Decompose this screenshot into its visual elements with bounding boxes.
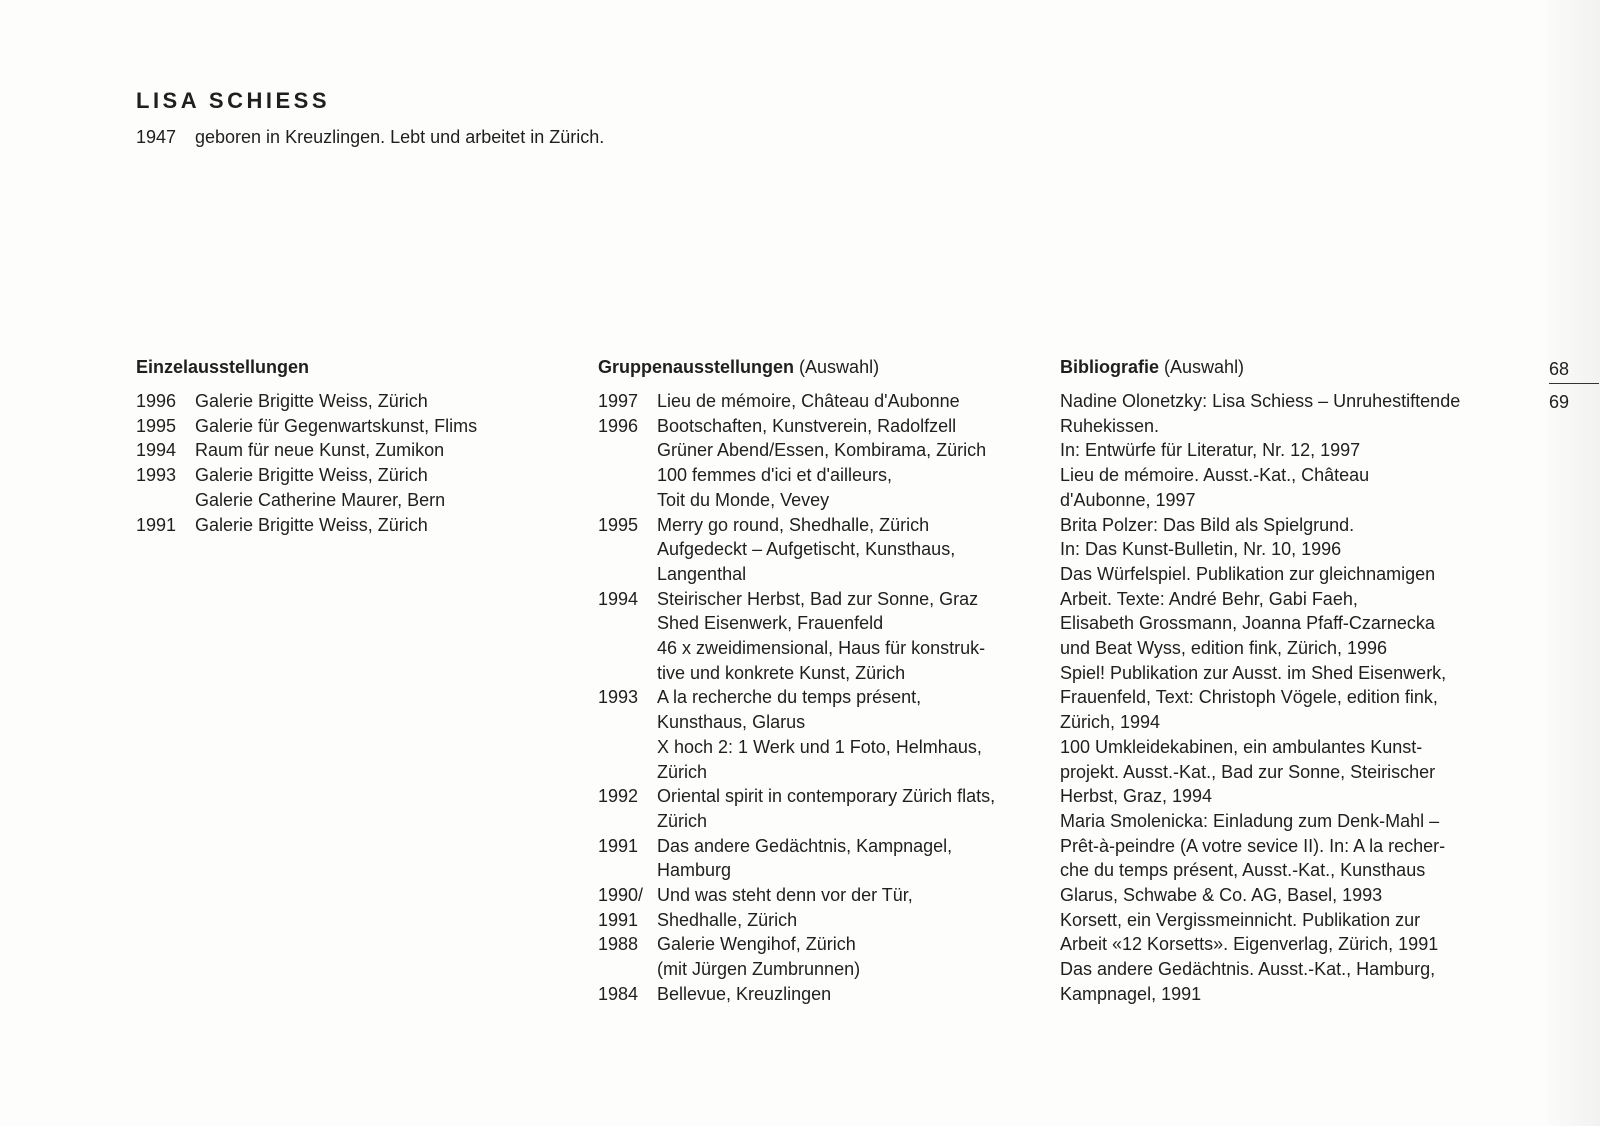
entry-year: 1991: [598, 909, 639, 930]
entry-text: [657, 982, 1038, 1007]
bibliography-line: d'Aubonne, 1997: [1060, 489, 1196, 510]
bibliography-subheading: (Auswahl): [1164, 357, 1245, 377]
list-item: [136, 414, 566, 439]
entry-text: [657, 883, 1038, 908]
solo-list: [136, 389, 566, 537]
bibliography-list: [1060, 389, 1520, 1007]
entry-line: Merry go round, Shedhalle, Zürich: [657, 514, 930, 535]
entry-year: 1993: [136, 465, 177, 486]
bibliography-line: 100 Umkleidekabinen, ein ambulantes Kunst-: [1060, 736, 1423, 757]
list-item: [598, 784, 1038, 833]
bibliography-line: Lieu de mémoire. Ausst.-Kat., Château: [1060, 465, 1370, 486]
group-exhibitions: [598, 355, 1038, 1007]
list-item: [598, 834, 1038, 883]
list-item: [598, 908, 1038, 933]
list-item: [136, 438, 566, 463]
bibliography-line: Das Würfelspiel. Publikation zur gleichnamigen: [1060, 563, 1436, 584]
entry-line: Raum für neue Kunst, Zumikon: [195, 440, 445, 461]
entry-line: Shedhalle, Zürich: [657, 909, 798, 930]
artist-name: LISA SCHIESS: [136, 88, 330, 113]
entry-line: Kunsthaus, Glarus: [657, 712, 806, 733]
bibliography-line: Maria Smolenicka: Einladung zum Denk-Mahl –: [1060, 810, 1440, 831]
bibliography-line: Korsett, ein Vergissmeinnicht. Publikation zur: [1060, 909, 1421, 930]
entry-text: [657, 908, 1038, 933]
bibliography-line: Das andere Gedächtnis. Ausst.-Kat., Hamburg,: [1060, 959, 1436, 980]
bibliography-line: projekt. Ausst.-Kat., Bad zur Sonne, Steirischer: [1060, 761, 1436, 782]
entry-line: (mit Jürgen Zumbrunnen): [657, 959, 861, 980]
entry-line: Galerie Wengihof, Zürich: [657, 934, 856, 955]
page-number-right: 69: [1549, 392, 1570, 412]
list-item: [598, 513, 1038, 587]
list-item: [598, 982, 1038, 1007]
entry-line: Langenthal: [657, 563, 747, 584]
birth-line: [136, 125, 604, 149]
entry-text: [657, 784, 1038, 833]
entry-line: Das andere Gedächtnis, Kampnagel,: [657, 835, 953, 856]
bibliography-line: Arbeit. Texte: André Behr, Gabi Faeh,: [1060, 588, 1358, 609]
entry-line: Grüner Abend/Essen, Kombirama, Zürich: [657, 440, 987, 461]
entry-line: Shed Eisenwerk, Frauenfeld: [657, 613, 884, 634]
entry-text: [657, 389, 1038, 414]
page-number-left: 68: [1549, 357, 1599, 384]
entry-year: 1992: [598, 786, 639, 807]
entry-line: A la recherche du temps présent,: [657, 687, 922, 708]
birth-text: geboren in Kreuzlingen. Lebt und arbeitet in Zürich.: [195, 127, 605, 147]
entry-text: [657, 685, 1038, 784]
entry-line: Zürich: [657, 810, 708, 831]
bibliography-line: Zürich, 1994: [1060, 712, 1161, 733]
entry-line: Toit du Monde, Vevey: [657, 489, 830, 510]
bibliography-line: Prêt-à-peindre (A votre sevice II). In: A la recher-: [1060, 835, 1446, 856]
list-item: [598, 932, 1038, 981]
entry-line: 46 x zweidimensional, Haus für konstruk-: [657, 638, 986, 659]
entry-line: Galerie Brigitte Weiss, Zürich: [195, 514, 428, 535]
entry-line: Bellevue, Kreuzlingen: [657, 983, 832, 1004]
group-list: [598, 389, 1038, 1007]
bibliography-line: Nadine Olonetzky: Lisa Schiess – Unruhestiftende: [1060, 391, 1461, 411]
entry-year: 1993: [598, 687, 639, 708]
list-item: [598, 587, 1038, 686]
entry-line: 100 femmes d'ici et d'ailleurs,: [657, 465, 892, 486]
entry-year: 1990/: [598, 885, 644, 906]
bibliography: [1060, 355, 1520, 1007]
entry-year: 1991: [598, 835, 639, 856]
entry-year: 1996: [598, 415, 639, 436]
entry-text: [657, 513, 1038, 587]
group-heading: Gruppenausstellungen (Auswahl): [598, 357, 880, 377]
entry-line: tive und konkrete Kunst, Zürich: [657, 662, 906, 683]
bibliography-line: Arbeit «12 Korsetts». Eigenverlag, Zürich, 1991: [1060, 934, 1439, 955]
solo-exhibitions: [136, 355, 566, 537]
entry-line: X hoch 2: 1 Werk und 1 Foto, Helmhaus,: [657, 736, 982, 757]
entry-year: 1994: [598, 588, 639, 609]
entry-text: [657, 587, 1038, 686]
entry-line: Galerie Brigitte Weiss, Zürich: [195, 465, 428, 486]
page-numbers: [1549, 357, 1599, 414]
entry-text: [195, 389, 566, 414]
entry-line: Lieu de mémoire, Château d'Aubonne: [657, 391, 960, 411]
group-subheading: (Auswahl): [799, 357, 880, 377]
list-item: [598, 883, 1038, 908]
entry-year: 1994: [136, 440, 177, 461]
entry-text: [657, 834, 1038, 883]
entry-text: [195, 463, 566, 512]
bibliography-line: Herbst, Graz, 1994: [1060, 786, 1213, 807]
entry-year: 1991: [136, 514, 177, 535]
entry-year: 1995: [136, 415, 177, 436]
list-item: [598, 389, 1038, 414]
entry-text: [195, 513, 566, 538]
entry-year: 1997: [598, 391, 639, 411]
bibliography-line: und Beat Wyss, edition fink, Zürich, 1996: [1060, 638, 1388, 659]
bibliography-line: Frauenfeld, Text: Christoph Vögele, edition fink,: [1060, 687, 1438, 708]
entry-line: Galerie Catherine Maurer, Bern: [195, 489, 446, 510]
entry-line: Zürich: [657, 761, 708, 782]
bibliography-line: Glarus, Schwabe & Co. AG, Basel, 1993: [1060, 885, 1383, 906]
entry-year: 1996: [136, 391, 177, 411]
entry-line: Und was steht denn vor der Tür,: [657, 885, 913, 906]
entry-line: Steirischer Herbst, Bad zur Sonne, Graz: [657, 588, 979, 609]
bibliography-line: che du temps présent, Ausst.-Kat., Kunsthaus: [1060, 860, 1426, 881]
list-item: [598, 414, 1038, 513]
solo-heading: Einzelausstellungen: [136, 357, 310, 377]
bibliography-line: In: Entwürfe für Literatur, Nr. 12, 1997: [1060, 440, 1361, 461]
list-item: [136, 463, 566, 512]
bibliography-line: Ruhekissen.: [1060, 415, 1160, 436]
entry-text: [657, 932, 1038, 981]
entry-text: [195, 438, 566, 463]
list-item: [598, 685, 1038, 784]
bibliography-line: In: Das Kunst-Bulletin, Nr. 10, 1996: [1060, 539, 1342, 560]
entry-line: Oriental spirit in contemporary Zürich flats,: [657, 786, 996, 807]
bibliography-line: Spiel! Publikation zur Ausst. im Shed Eisenwerk,: [1060, 662, 1447, 683]
entry-line: Aufgedeckt – Aufgetischt, Kunsthaus,: [657, 539, 956, 560]
entry-text: [657, 414, 1038, 513]
entry-line: Galerie für Gegenwartskunst, Flims: [195, 415, 478, 436]
page-edge-shadow: [1548, 0, 1600, 1126]
list-item: [136, 389, 566, 414]
bibliography-line: Elisabeth Grossmann, Joanna Pfaff-Czarnecka: [1060, 613, 1435, 634]
birth-year: 1947: [136, 127, 177, 147]
bibliography-heading: Bibliografie (Auswahl): [1060, 357, 1245, 377]
entry-line: Hamburg: [657, 860, 732, 881]
entry-year: 1984: [598, 983, 639, 1004]
entry-year: 1988: [598, 934, 639, 955]
bibliography-line: Kampnagel, 1991: [1060, 983, 1202, 1004]
entry-line: Galerie Brigitte Weiss, Zürich: [195, 391, 428, 411]
entry-year: 1995: [598, 514, 639, 535]
list-item: [136, 513, 566, 538]
entry-text: [195, 414, 566, 439]
bibliography-line: Brita Polzer: Das Bild als Spielgrund.: [1060, 514, 1355, 535]
entry-line: Bootschaften, Kunstverein, Radolfzell: [657, 415, 957, 436]
